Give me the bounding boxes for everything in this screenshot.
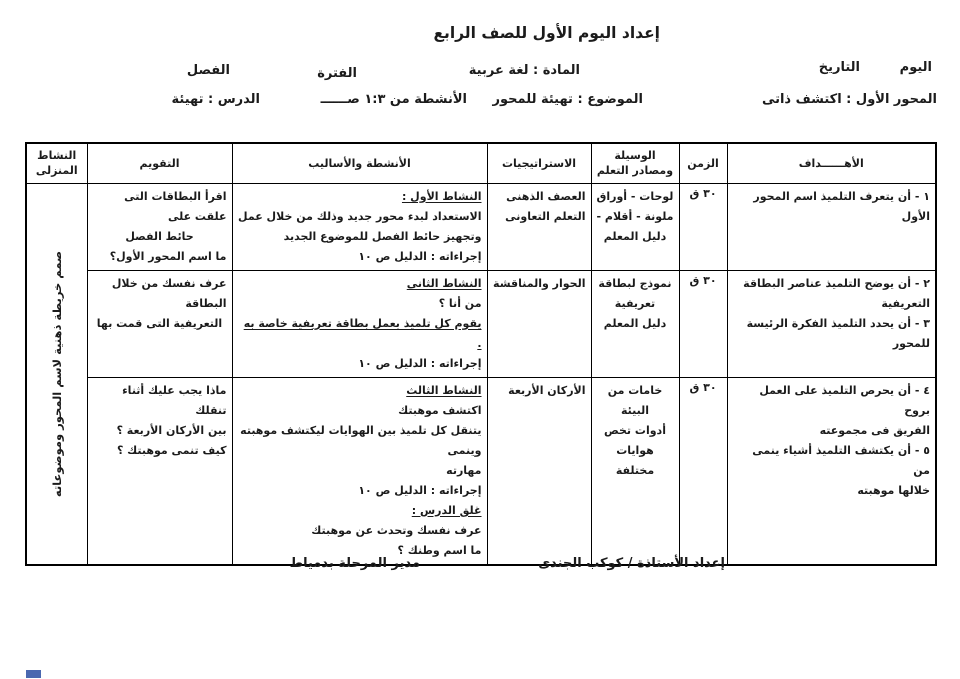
resource-line: نموذج لبطاقة xyxy=(598,276,672,290)
evaluation-line: التعريفية التى قمت بها xyxy=(96,316,223,330)
resources-cell xyxy=(591,377,679,565)
activities-cell xyxy=(232,270,487,377)
date-label: التاريخ xyxy=(818,60,860,75)
activities-range: الأنشطة من ١:٣ صــــــ xyxy=(320,92,467,107)
evaluation-cell xyxy=(87,270,232,377)
objective-line: ٢ - أن يوضح التلميذ عناصر البطاقة xyxy=(743,276,930,290)
time-cell: ٣٠ ق xyxy=(679,377,727,565)
activity-line: مهارته xyxy=(446,463,482,477)
table-row xyxy=(26,183,936,270)
table-row xyxy=(26,270,936,377)
resource-line: هوايات مختلفة xyxy=(615,443,655,477)
col-header-resources: الوسيلة ومصادر التعلم xyxy=(591,143,679,183)
activity-line: إجراءاته : الدليل ص ١٠ xyxy=(358,356,482,370)
resource-line: خامات من البيئة xyxy=(607,383,663,417)
lesson-plan-table xyxy=(25,142,937,566)
col-header-time: الزمن xyxy=(679,143,727,183)
col-header-home: النشاط المنزلى xyxy=(26,143,87,183)
class-label: الفصل xyxy=(186,63,230,78)
objective-line: ٥ - أن يكتشف التلميذ أشياء ينمى من xyxy=(752,443,930,477)
activity-line: وتجهيز حائط الفصل للموضوع الجديد xyxy=(283,229,482,243)
activity-line: يتنقل كل تلميذ بين الهوايات ليكتشف موهبته وينمى xyxy=(240,423,482,457)
evaluation-line: ماذا يجب عليك أثناء تنقلك xyxy=(122,383,227,417)
objective-line: ١ - أن يتعرف التلميذ اسم المحور الأول xyxy=(753,189,930,223)
activity-line: إجراءاته : الدليل ص ١٠ xyxy=(358,483,482,497)
home-activity-vertical-text: صمم خريطة ذهنية لاسم المحور وموضوعاته xyxy=(49,250,64,497)
objectives-cell xyxy=(727,183,936,270)
evaluation-line: اقرأ البطاقات التى علقت على xyxy=(124,189,227,223)
lesson-label: الدرس : تهيئة xyxy=(171,92,260,107)
page-title: إعداد اليوم الأول للصف الرابع xyxy=(433,24,660,42)
strategy-line: العصف الذهنى xyxy=(506,189,586,203)
resource-line: ملونة - أقلام - xyxy=(596,209,674,223)
table-row xyxy=(26,377,936,565)
evaluation-cell xyxy=(87,377,232,565)
day-label: اليوم xyxy=(899,60,932,75)
objective-line: التعريفية xyxy=(881,296,930,310)
objective-line: الفريق فى مجموعته xyxy=(819,423,930,437)
time-cell: ٣٠ ق xyxy=(679,270,727,377)
resource-line: دليل المعلم xyxy=(603,229,667,243)
evaluation-cell xyxy=(87,183,232,270)
activity-line: النشاط الثالث xyxy=(406,383,482,397)
col-header-strategies: الاستراتيجيات xyxy=(487,143,591,183)
activity-line: يقوم كل تلميذ بعمل بطاقة تعريفية خاصة به . xyxy=(243,316,482,350)
objective-line: للمحور xyxy=(892,336,930,350)
watermark-fragment xyxy=(26,670,41,678)
resource-line: تعريفية xyxy=(614,296,656,310)
topic-label: الموضوع : تهيئة للمحور xyxy=(492,92,643,107)
home-activity-cell xyxy=(26,183,87,565)
strategy-line: الأركان الأربعة xyxy=(508,383,586,397)
resource-line: لوحات - أوراق xyxy=(596,189,674,203)
resources-cell xyxy=(591,183,679,270)
activity-line: ما اسم وطنك ؟ xyxy=(397,543,482,557)
activities-cell xyxy=(232,183,487,270)
strategies-cell xyxy=(487,377,591,565)
activity-line: إجراءاته : الدليل ص ١٠ xyxy=(358,249,482,263)
col-header-activities: الأنشطة والأساليب xyxy=(232,143,487,183)
axis-label: المحور الأول : اكتشف ذاتى xyxy=(761,92,937,107)
objective-line: ٣ - أن يحدد التلميذ الفكرة الرئيسة xyxy=(746,316,930,330)
resources-cell xyxy=(591,270,679,377)
activity-line: غلق الدرس : xyxy=(411,503,482,517)
evaluation-line: بين الأركان الأربعة ؟ xyxy=(116,423,227,437)
evaluation-line: عرف نفسك من خلال البطاقة xyxy=(111,276,227,310)
period-label: الفترة xyxy=(317,66,357,81)
subject-label: المادة : لغة عربية xyxy=(468,63,580,78)
activity-line: عرف نفسك وتحدث عن موهبتك xyxy=(311,523,482,537)
evaluation-line: ما اسم المحور الأول؟ xyxy=(109,249,227,263)
activities-cell xyxy=(232,377,487,565)
strategy-line: التعلم التعاونى xyxy=(505,209,586,223)
objective-line: ٤ - أن يحرص التلميذ على العمل بروح xyxy=(759,383,930,417)
strategies-cell xyxy=(487,183,591,270)
activity-line: النشاط الأول : xyxy=(401,189,482,203)
evaluation-line: كيف تنمى موهبتك ؟ xyxy=(116,443,227,457)
activity-line: من أنا ؟ xyxy=(438,296,482,310)
objectives-cell xyxy=(727,377,936,565)
activity-line: اكتشف موهبتك xyxy=(398,403,482,417)
resource-line: أدوات تخص xyxy=(604,423,666,437)
resource-line: دليل المعلم xyxy=(603,316,667,330)
stage-director: مدير المرحلة بدمياط xyxy=(289,556,420,571)
objective-line: خلالها موهبته xyxy=(857,483,930,497)
col-header-evaluation: التقويم xyxy=(87,143,232,183)
activity-line: الاستعداد لبدء محور جديد وذلك من خلال عمل xyxy=(238,209,482,223)
objectives-cell xyxy=(727,270,936,377)
strategies-cell xyxy=(487,270,591,377)
time-cell: ٣٠ ق xyxy=(679,183,727,270)
col-header-objectives: الأهــــــداف xyxy=(727,143,936,183)
strategy-line: الحوار والمناقشة xyxy=(493,276,586,290)
evaluation-line: حائط الفصل xyxy=(125,229,194,243)
prepared-by: إعداد الأستاذة / كوكب الجندى xyxy=(538,556,725,571)
activity-line: النشاط الثانى xyxy=(406,276,482,290)
